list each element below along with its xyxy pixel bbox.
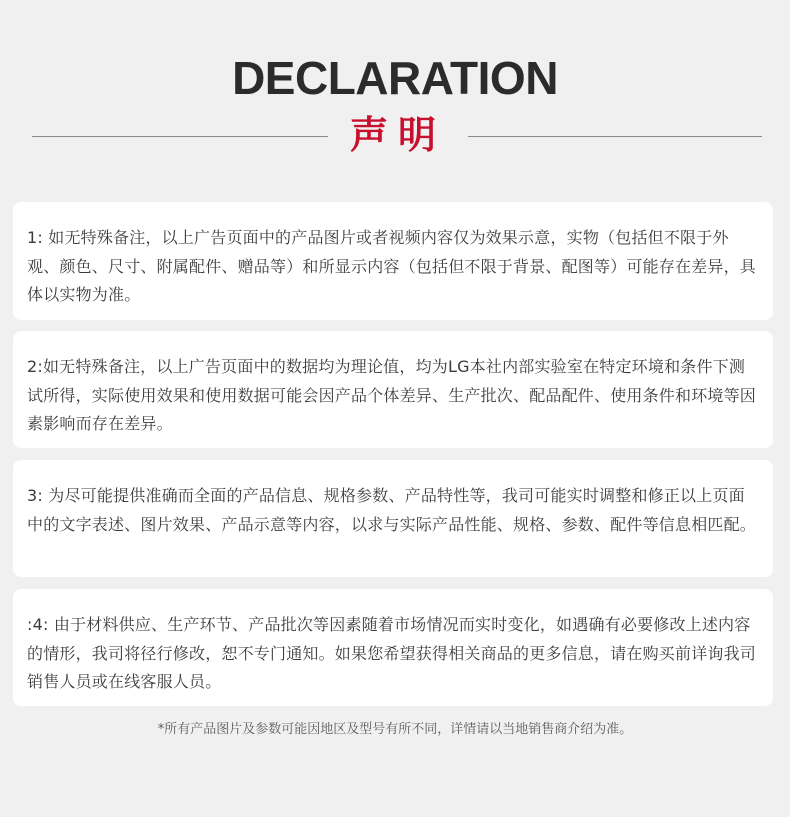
declaration-text-1: 1: 如无特殊备注，以上广告页面中的产品图片或者视频内容仅为效果示意，实物（包括但不限于外观、颜色、尺寸、附属配件、赠品等）和所显示内容（包括但不限于背景、配图等）可能存在差异，具体以实物为准。 [27,228,757,304]
declaration-header [0,0,790,190]
footnote: *所有产品图片及参数可能因地区及型号有所不同，详情请以当地销售商介绍为准。 [157,722,633,737]
page-title-english: DECLARATION [232,52,558,104]
declaration-text-2: 2:如无特殊备注，以上广告页面中的数据均为理论值，均为LG本社内部实验室在特定环境和条件下测试所得，实际使用效果和使用数据可能会因产品个体差异、生产批次、配品配件、使用条件和环境等因素影响而存在差异。 [27,357,757,433]
title-divider-right [468,136,762,137]
declaration-card-1 [13,202,773,320]
title-divider-left [32,136,328,137]
declaration-text-3: 3: 为尽可能提供准确而全面的产品信息、规格参数、产品特性等，我司可能实时调整和修正以上页面中的文字表述、图片效果、产品示意等内容，以求与实际产品性能、规格、参数、配件等信息相匹配。 [27,486,757,534]
declaration-card-4 [13,589,773,706]
declaration-card-3 [13,460,773,577]
page-title-chinese: 声明 [349,113,446,157]
declaration-text-4: :4: 由于材料供应、生产环节、产品批次等因素随着市场情况而实时变化，如遇确有必要修改上述内容的情形，我司将径行修改，恕不专门通知。如果您希望获得相关商品的更多信息，请在购买前详询我司销售人员或在线客服人员。 [27,615,757,691]
declaration-card-2 [13,331,773,448]
